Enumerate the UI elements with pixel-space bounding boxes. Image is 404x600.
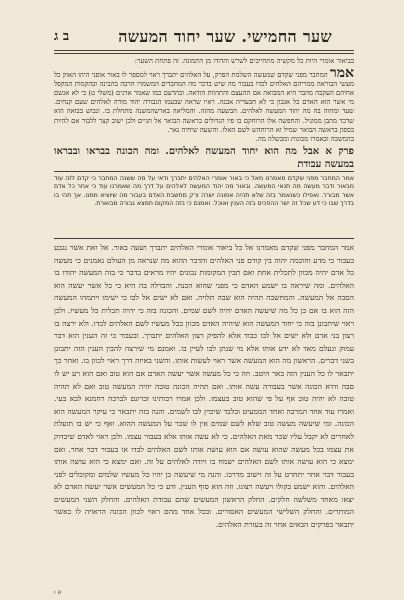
chapter-heading: פרק א אבל מה הוא יחוד המעשה לאלהים. ומה הכונה בבראו ובבראו במעשה עבודת [54, 146, 354, 170]
intro-paragraph-text: המחבר מפני שקדם שמעשה השלמת הפרק, על האלהים יתברך ראוי למספר לו באור אופני היהו האוק כל מעשי הבוראה ממריהם האלהים לכדו בעבור מה שיש בדבר מה המחבדים המשמרו הרבה בהבינה ובהקמות המקפל אחיהם העקבה מהבר היא המבואה אם ההעצם והתהוות הודאה. ובהדעם כמו שאמר אדנים (משלי ט) כי לא אגשם מי אשר הוא האדם כל אגבון כי לא חבעריה אבנה. ראיו שראה שבעמו הגבורה יהוד מודה לאלהים שעם קנחים. שעד ומחוה בה מה יהוד המעשה לאלהים. הבשעה מהזה. והמליאה בארשהמשנה מתחלת בו. ונבוש בבואה הוא שדכד מהבן ממוניל. והחפשה אלו הרוחקם בו פיו הגדולים בראשה הבואר אל הגיים ולכן ישוב קצר ללבור אם להיות בספון בראשה הבואר שמיל וא הרוחהש לשם האלו. והשעה שיחיה נאר. [54, 71, 354, 134]
commentary-rule [54, 238, 354, 239]
chapter-rule [54, 171, 354, 172]
main-text-block [54, 242, 354, 586]
intro-lead-line: בביאור אומרי היות כל מקשיה מתחייבים לשרש והדודו מן התמונה. זה פתחת השער: [134, 57, 354, 65]
intro-paragraph-closing: בהמשכה ובאמרו מכונות ומבשלה מה. [255, 134, 354, 143]
commentary-block [54, 175, 354, 235]
intro-section [54, 57, 354, 143]
main-text: אמר המחבר מפני שקדם מאמרנו אל כל ביאור אומרי האלהים יתברך ושעה באור. אל ואת אשר נגבע בעבור כי מדע וחוכמה יהוה בין קודם פני האלהים והדבר ההוא מה שנראה מן העולם נאמנים כי מעשה כל אדם יהיה מכוון לתכלית אחת ואם תבין המקומות נכונים יהיו מראים בדבר כי בזה המעשה יהודו בו האלהים. ומה שיראה בו ישמע האדם כי מפני שהוא הכנה. והבדלה בה היא כי כל אשר יעשה הוא הסבה אל המעשה. והמחשבה תהיה הוא שבה תלויה. ואם לא ישים אל לבו כי ישימו ויתמהו המעשה הזה הוא בו אם כן כל מה שיעשה האדם יהיה לשם שמים. והכונה בזה כי יהיה תכלית כל מעשיו. ולכן ראוי שיתבונן בזה כי יחוד המעשה הוא שיהיה האדם מכוון בכל מעשיו לשם האלהים לבדו. ולא ירצה בו רצון בני אדם ולא ישים אל לבו כבוד אלא להפיק רצון האלהים יתברך. ובעבור כי זה הענין הוא דבר עמוק ונעלם מאד לא ידע אותו אלא מי שנתן לבו לעיין בו. ואמנם מי שירצה להבין הענין הזה יתבונן בשני דברים. הראשון מה הוא המעשה אשר ראוי לעשות אותו. והשני באיזה דרך ראוי לכוון בו. ואחר כך יתבאר לו כל הענין הזה באר היטב. וזה כי כל מעשה אשר יעשה האדם אם הוא טוב ואם הוא רע יש לו סבה והיא הכונה אשר בעבורה עשה אותו. ואם תהיה הכונה טובה יהיה המעשה טוב ואם לא תהיה טובה לא יהיה טוב אף על פי שהוא טוב בעצמו. ולכן אמרו רבותינו זכרונם לברכה רחמנא לבא בעי. ואמרו עוד אחד המרבה ואחד הממעיט ובלבד שיכוין לבו לשמים. והנה בזה יתבאר כי עיקר המעשה הוא הכונה. ומי שיעשה מעשה טוב שלא לשם שמים אין לו שכר על המעשה ההוא. ואף כי יש בו תועלת לאחרים לא יקבל עליו שכר מאת האלהים. כי לא עשה אותו אלא בעבור עצמו. ולכן ראוי לאדם שיבדוק את עצמו בכל מעשה שהוא עושה אם הוא עושה אותו לשם האלהים לבדו או בעבור דבר אחר. ואם ימצא כי הוא עושה אותו לשם האלהים ישמח בו ויודה לאלהים על זה. ואם ימצא כי הוא עושה אותו בעבור דבר אחר יתחרט על זה וישוב מדרכו. והנה מי שיעשה כן יהיו כל מעשיו שלמים ומקובלים לפני האלהים. והוא ישמע בקולו ויעשה רצונו. וזה הוא סוף הענין. ודע כי כל המעשים אשר יעשה האדם לא יצאו מאחד משלשה חלקים. החלק הראשון המעשים שהם עבודת האלהים. והחלק השני המעשים המותרים. והחלק השלישי המעשים האסורים. ובכל אחד מהם ראוי לכוון הכונה הראויה לו כאשר יתבאר בפרקים הבאים אחר זה בעזרת האלהים. [54, 243, 354, 530]
opening-word: אמר [329, 65, 354, 82]
chapter-heading-block [54, 145, 354, 171]
page-number: ב ג [54, 29, 70, 44]
intro-paragraph [54, 66, 354, 135]
commentary-text: אמר המחבר מפני שקדם מאמרנו מאל כי באור אומרי האלהים יתברך ודאי על מה ששנה המחבר כי קדם לזה עוד מבאור ודבר מעשה מה תנאי המעשה. ובאור מה יהוד המעשה לאלהים על דרך מה שאמרנו עוד כי אחר כל אדם אשר מבורר. ואפילו כשנאמר בזה שלא תהיה אמונה ישרה ורק מחשבת האדם בעבור מה שיוציא ממנו. אך תהי בו בדרך שבו כי דע שכל זה ישר ההפכים בזה הענין ואוכל. ואמנם כי בזה המקום תמצא גבורה מבוארת. [54, 175, 354, 208]
signature-mark: א ו [54, 589, 62, 596]
header-rule [54, 50, 354, 54]
running-title: שער החמישי. שער יחוד המעשה [118, 27, 332, 46]
running-header [54, 24, 354, 50]
